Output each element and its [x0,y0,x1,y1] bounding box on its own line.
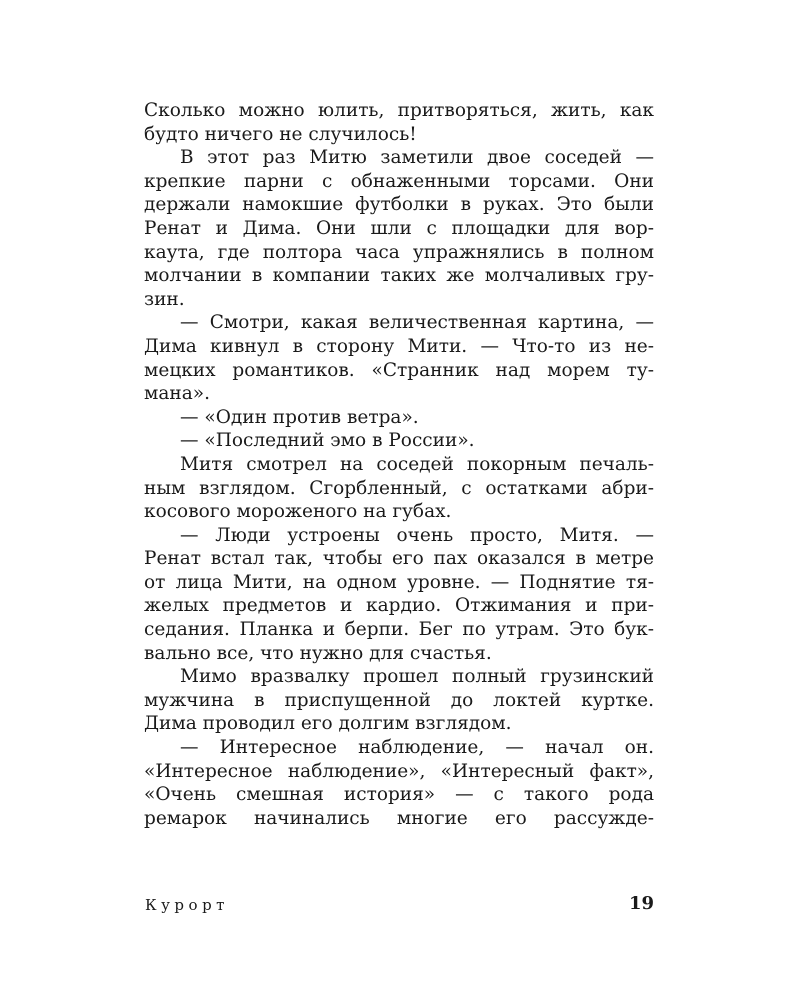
text-line: мецких романтиков. «Странник над морем ту- [144,359,654,381]
text-line: — «Последний эмо в России». [180,430,475,452]
text-line: от лица Мити, на одном уровне. — Поднятие тя- [144,571,654,593]
text-line: желых предметов и кардио. Отжимания и при- [144,595,654,617]
running-footer-title: Курорт [145,896,229,914]
text-line: седания. Планка и берпи. Бег по утрам. Это бук- [144,619,654,641]
text-line: Сколько можно юлить, притворяться, жить, как [144,100,654,121]
text-line: «Очень смешная история» — с такого рода [144,784,654,806]
text-line: Дима кивнул в сторону Мити. — Что-то из не- [144,335,654,357]
text-line: Дима проводил его долгим взглядом. [144,713,512,735]
page-number: 19 [628,893,654,914]
text-line: Ренат встал так, чтобы его пах оказался в метре [144,548,654,570]
text-line: молчании в компании таких же молчаливых гру- [144,265,654,287]
text-line: каута, где полтора часа упражнялись в полном [144,241,654,263]
page-body [144,99,654,830]
text-line: держали намокшие футболки в руках. Это были [144,194,654,216]
text-line: зин. [144,288,185,310]
text-line: будто ничего не случилось! [144,123,417,145]
text-line: — «Один против ветра». [180,406,419,428]
text-line: мана». [144,383,210,405]
text-line: — Интересное наблюдение, — начал он. [180,737,654,759]
text-line: вально все, что нужно для счастья. [144,642,492,664]
text-line: ремарок начинались многие его рассужде- [144,807,654,829]
text-line: «Интересное наблюдение», «Интересный факт», [144,760,654,782]
text-line: В этот раз Митю заметили двое соседей — [180,147,654,169]
text-line: косового мороженого на губах. [144,501,452,523]
text-line: — Смотри, какая величественная картина, — [180,312,654,334]
text-line: мужчина в приспущенной до локтей куртке. [144,689,654,711]
text-line: — Люди устроены очень просто, Митя. — [180,524,654,546]
text-line: Мимо вразвалку прошел полный грузинский [180,666,654,688]
text-line: крепкие парни с обнаженными торсами. Они [144,170,654,192]
text-line: Ренат и Дима. Они шли с площадки для вор- [144,217,654,239]
text-line: Митя смотрел на соседей покорным печаль- [180,453,654,475]
text-line: ным взглядом. Сгорбленный, с остатками абри- [144,477,654,499]
